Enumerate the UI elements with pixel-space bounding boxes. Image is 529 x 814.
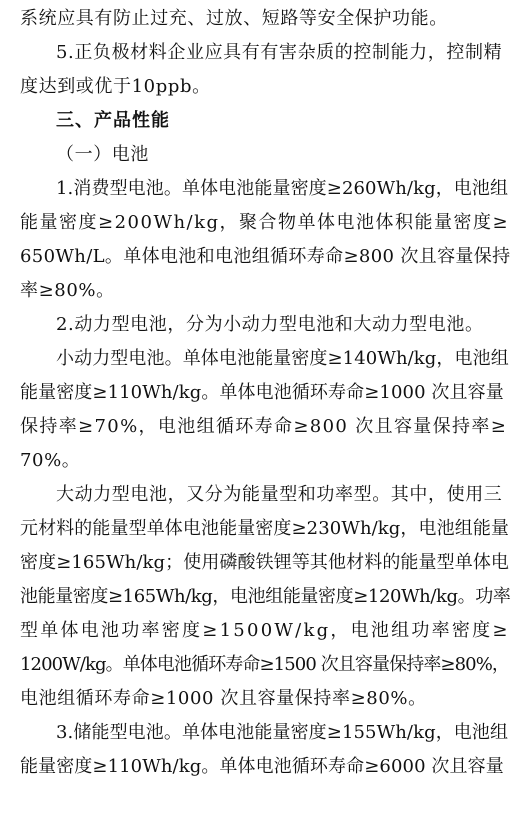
text-line: 2.动力型电池，分为小动力型电池和大动力型电池。	[56, 314, 484, 335]
text-line: 元材料的能量型单体电池能量密度≥230Wh/kg，电池组能量	[20, 518, 510, 539]
text-line: 大动力型电池，又分为能量型和功率型。其中，使用三	[56, 484, 503, 505]
text-line: 型单体电池功率密度≥1500W/kg，电池组功率密度≥	[20, 620, 510, 641]
section-heading: 三、产品性能	[56, 110, 170, 131]
text-line: 小动力型电池。单体电池能量密度≥140Wh/kg，电池组	[56, 348, 509, 369]
document-page	[20, 2, 510, 784]
text-line: 650Wh/L。单体电池和电池组循环寿命≥800 次且容量保持	[20, 246, 511, 267]
subsection-heading: （一）电池	[56, 144, 149, 165]
text-line: 电池组循环寿命≥1000 次且容量保持率≥80%。	[20, 688, 427, 709]
text-line: 系统应具有防止过充、过放、短路等安全保护功能。	[20, 8, 448, 29]
text-line: 率≥80%。	[20, 280, 115, 301]
text-line: 保持率≥70%，电池组循环寿命≥800 次且容量保持率≥	[20, 416, 508, 437]
text-line: 3.储能型电池。单体电池能量密度≥155Wh/kg，电池组	[56, 722, 509, 743]
text-line: 能量密度≥110Wh/kg。单体电池循环寿命≥1000 次且容量	[20, 382, 504, 403]
text-line: 能量密度≥110Wh/kg。单体电池循环寿命≥6000 次且容量	[20, 756, 504, 777]
text-line: 5.正负极材料企业应具有有害杂质的控制能力，控制精	[56, 42, 503, 63]
text-line: 池能量密度≥165Wh/kg，电池组能量密度≥120Wh/kg。功率	[20, 586, 511, 607]
text-line: 密度≥165Wh/kg；使用磷酸铁锂等其他材料的能量型单体电	[20, 552, 510, 573]
text-line: 能量密度≥200Wh/kg，聚合物单体电池体积能量密度≥	[20, 212, 510, 233]
text-line: 1200W/kg。单体电池循环寿命≥1500 次且容量保持率≥80%，	[20, 654, 510, 675]
text-line: 70%。	[20, 450, 81, 471]
text-line: 度达到或优于10ppb。	[20, 76, 211, 97]
text-line: 1.消费型电池。单体电池能量密度≥260Wh/kg，电池组	[56, 178, 509, 199]
